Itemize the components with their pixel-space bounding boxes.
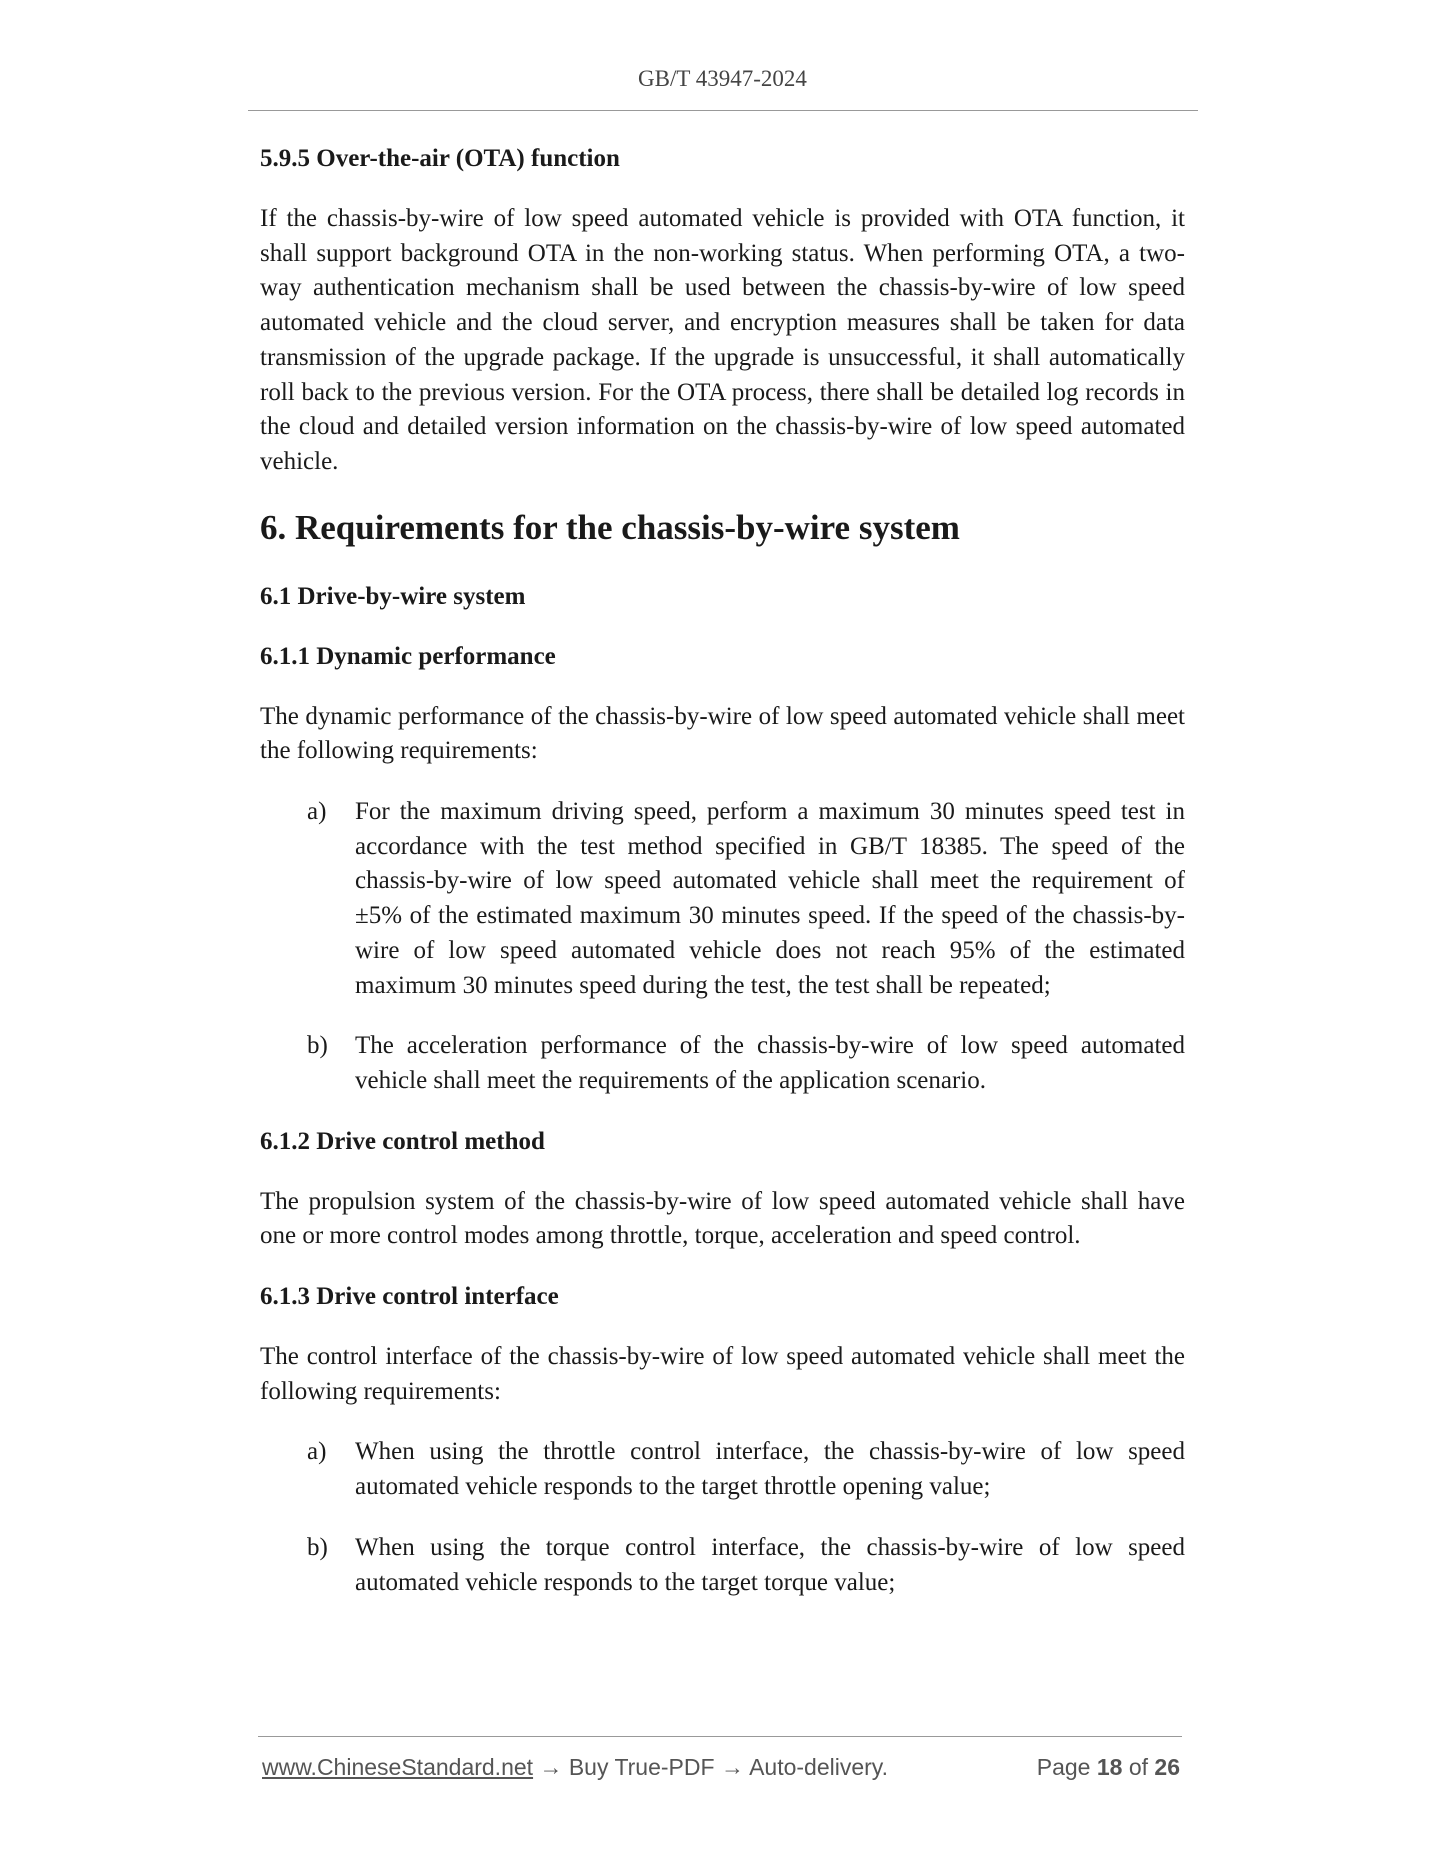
arrow-right-icon: → (539, 1754, 563, 1780)
list-item (260, 1531, 1185, 1600)
paragraph-dynamic-intro: The dynamic performance of the chassis-by-wire of low speed automated vehicle shall meet the following requirements: (260, 702, 1185, 765)
heading-5-9-5: 5.9.5 Over-the-air (OTA) function (260, 145, 620, 172)
header-divider (248, 110, 1198, 111)
page-total: 26 (1154, 1754, 1180, 1780)
page-indicator (1037, 1754, 1180, 1781)
page-current: 18 (1096, 1754, 1123, 1780)
list-item (260, 1029, 1185, 1098)
running-header: GB/T 43947-2024 (638, 66, 807, 91)
list-marker: a) (307, 1438, 327, 1466)
list-marker: b) (307, 1533, 328, 1561)
list-item-text: The acceleration performance of the chassis-by-wire of low speed automated vehicle shall meet the requirements of the application scenario. (355, 1032, 1185, 1094)
paragraph-drive-control-method: The propulsion system of the chassis-by-wire of low speed automated vehicle shall have one or more control modes among throttle, torque, acceleration and speed control. (260, 1187, 1185, 1250)
list-item-text: When using the torque control interface, the chassis-by-wire of low speed automated vehicle responds to the target torque value; (355, 1533, 1185, 1596)
list-marker: a) (307, 798, 327, 826)
list-marker: b) (307, 1032, 328, 1060)
page-label: Page (1036, 1754, 1091, 1780)
footer-divider (258, 1736, 1182, 1737)
list-item (260, 1435, 1185, 1504)
list-item (260, 795, 1185, 1003)
heading-6-1-2: 6.1.2 Drive control method (260, 1127, 545, 1155)
heading-6: 6. Requirements for the chassis-by-wire system (260, 507, 960, 547)
list-interface-requirements (260, 1435, 1185, 1600)
heading-6-1: 6.1 Drive-by-wire system (260, 582, 526, 610)
footer-promo (262, 1754, 888, 1781)
arrow-right-icon: → (720, 1754, 744, 1780)
heading-6-1-1: 6.1.1 Dynamic performance (260, 642, 556, 670)
heading-6-1-3: 6.1.3 Drive control interface (260, 1283, 559, 1311)
page-body (260, 142, 1185, 1626)
of-label: of (1128, 1754, 1149, 1780)
paragraph-interface-intro: The control interface of the chassis-by-wire of low speed automated vehicle shall meet the following requirements: (260, 1343, 1185, 1405)
buy-text: Buy True-PDF (568, 1754, 715, 1780)
delivery-text: Auto-delivery. (749, 1754, 888, 1780)
list-item-text: When using the throttle control interface, the chassis-by-wire of low speed automated vehicle responds to the target throttle opening value; (355, 1438, 1185, 1501)
list-dynamic-requirements (260, 795, 1185, 1099)
website-link[interactable]: www.ChineseStandard.net (262, 1754, 534, 1780)
paragraph-ota: If the chassis-by-wire of low speed automated vehicle is provided with OTA function, it shall support background OTA in the non-working status. When performing OTA, a two-way authentication mechanism shall be used between the chassis-by-wire of low speed automated vehicle and the cloud server, and encryption measures shall be taken for data transmission of the upgrade package. If the upgrade is unsuccessful, it shall automatically roll back to the previous version. For the OTA process, there shall be detailed log records in the cloud and detailed version information on the chassis-by-wire of low speed automated vehicle. (260, 205, 1185, 475)
list-item-text: For the maximum driving speed, perform a maximum 30 minutes speed test in accordance with the test method specified in GB/T 18385. The speed of the chassis-by-wire of low speed automated vehicle shall meet the requirement of ±5% of the estimated maximum 30 minutes speed. If the speed of the chassis-by-wire of low speed automated vehicle does not reach 95% of the estimated maximum 30 minutes speed during the test, the test shall be repeated; (355, 798, 1185, 999)
